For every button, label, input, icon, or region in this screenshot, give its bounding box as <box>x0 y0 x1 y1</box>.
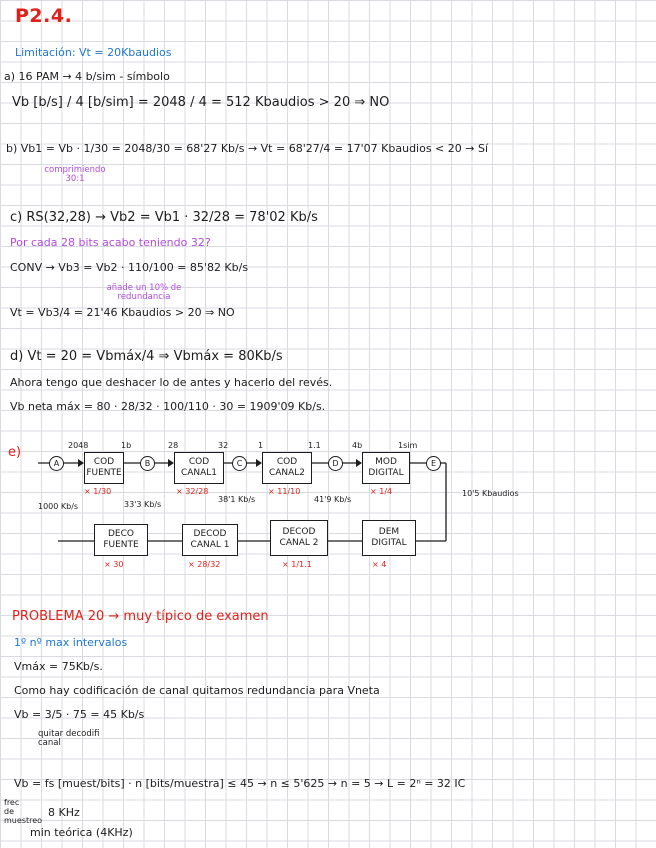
dem-digital-factor: × 4 <box>372 560 387 569</box>
part-a-line1: a) 16 PAM → 4 b/sim - símbolo <box>4 70 170 83</box>
block-decod-canal2: DECOD CANAL 2 <box>270 520 328 556</box>
cod-canal2-factor: × 11/10 <box>268 487 301 496</box>
cod-canal2-in: 1 <box>258 441 264 450</box>
page-title: P2.4. <box>15 5 73 27</box>
part-d-eq2: Vb neta máx = 80 · 28/32 · 100/110 · 30 = 1909'09 Kb/s. <box>10 400 326 413</box>
problem20-vb-note: quitar decodifi canal <box>38 729 100 748</box>
problem20-fs-note: frec de muestreo <box>4 798 43 825</box>
problem20-heading: PROBLEMA 20 → muy típico de examen <box>12 609 269 624</box>
rate-b: 33'3 Kb/s <box>124 500 162 509</box>
block-cod-fuente: COD FUENTE <box>84 452 124 484</box>
node-e: E <box>426 456 441 471</box>
block-decod-canal1: DECOD CANAL 1 <box>182 524 238 556</box>
decod-canal1-factor: × 28/32 <box>188 560 221 569</box>
rate-input: 1000 Kb/s <box>38 502 79 511</box>
problem20-fs-value: 8 KHz <box>48 806 80 819</box>
mod-digital-factor: × 1/4 <box>370 487 393 496</box>
block-cod-canal1: COD CANAL1 <box>174 452 224 484</box>
part-c-vt: Vt = Vb3/4 = 21'46 Kbaudios > 20 ⇒ NO <box>10 306 235 319</box>
rate-c: 38'1 Kb/s <box>218 495 256 504</box>
block-deco-fuente: DECO FUENTE <box>94 524 148 556</box>
cod-canal1-factor: × 32/28 <box>176 487 209 496</box>
problem20-vb: Vb = 3/5 · 75 = 45 Kb/s <box>14 708 145 721</box>
part-d-eq1: d) Vt = 20 = Vbmáx/4 ⇒ Vbmáx = 80Kb/s <box>10 349 283 364</box>
cod-canal1-out: 32 <box>218 441 229 450</box>
deco-fuente-factor: × 30 <box>104 560 124 569</box>
node-a: A <box>49 456 64 471</box>
part-d-text: Ahora tengo que deshacer lo de antes y hacerlo del revés. <box>10 376 333 389</box>
cod-canal1-in: 28 <box>168 441 179 450</box>
part-a-equation: Vb [b/s] / 4 [b/sim] = 2048 / 4 = 512 Kbaudios > 20 ⇒ NO <box>12 95 390 110</box>
node-d: D <box>328 456 343 471</box>
part-c-question: Por cada 28 bits acabo teniendo 32? <box>10 236 211 249</box>
limitation-note: Limitación: Vt = 20Kbaudios <box>15 46 172 59</box>
problem20-text: Como hay codificación de canal quitamos redundancia para Vneta <box>14 684 380 697</box>
problem20-eq: Vb = fs [muest/bits] · n [bits/muestra] ≤ 45 → n ≤ 5'625 → n = 5 → L = 2ⁿ = 32 IC <box>14 777 466 790</box>
rate-output: 10'5 Kbaudios <box>462 489 519 498</box>
mod-digital-out: 1sim <box>398 441 418 450</box>
part-c-conv-note: añade un 10% de redundancia <box>106 283 182 302</box>
mod-digital-in: 4b <box>352 441 363 450</box>
problem20-sub: 1º nº max intervalos <box>14 636 128 649</box>
part-b-equation: b) Vb1 = Vb · 1/30 = 2048/30 = 68'27 Kb/s → Vt = 68'27/4 = 17'07 Kbaudios < 20 → Sí <box>6 142 489 155</box>
rate-d: 41'9 Kb/s <box>314 495 352 504</box>
block-cod-canal2: COD CANAL2 <box>262 452 312 484</box>
node-c: C <box>232 456 247 471</box>
block-mod-digital: MOD DIGITAL <box>362 452 410 484</box>
part-c-rs: c) RS(32,28) → Vb2 = Vb1 · 32/28 = 78'02 Kb/s <box>10 210 318 225</box>
part-c-conv: CONV → Vb3 = Vb2 · 110/100 = 85'82 Kb/s <box>10 261 249 274</box>
cod-canal2-out: 1.1 <box>308 441 321 450</box>
block-dem-digital: DEM DIGITAL <box>362 520 416 556</box>
cod-fuente-out: 1b <box>121 441 132 450</box>
cod-fuente-in: 2048 <box>68 441 89 450</box>
part-e-label: e) <box>8 445 22 460</box>
cod-fuente-factor: × 1/30 <box>84 487 112 496</box>
part-b-note: comprimiendo 30:1 <box>44 165 106 184</box>
problem20-min: min teórica (4KHz) <box>30 826 133 839</box>
decod-canal2-factor: × 1/1.1 <box>282 560 312 569</box>
node-b: B <box>140 456 155 471</box>
problem20-vmax: Vmáx = 75Kb/s. <box>14 660 103 673</box>
